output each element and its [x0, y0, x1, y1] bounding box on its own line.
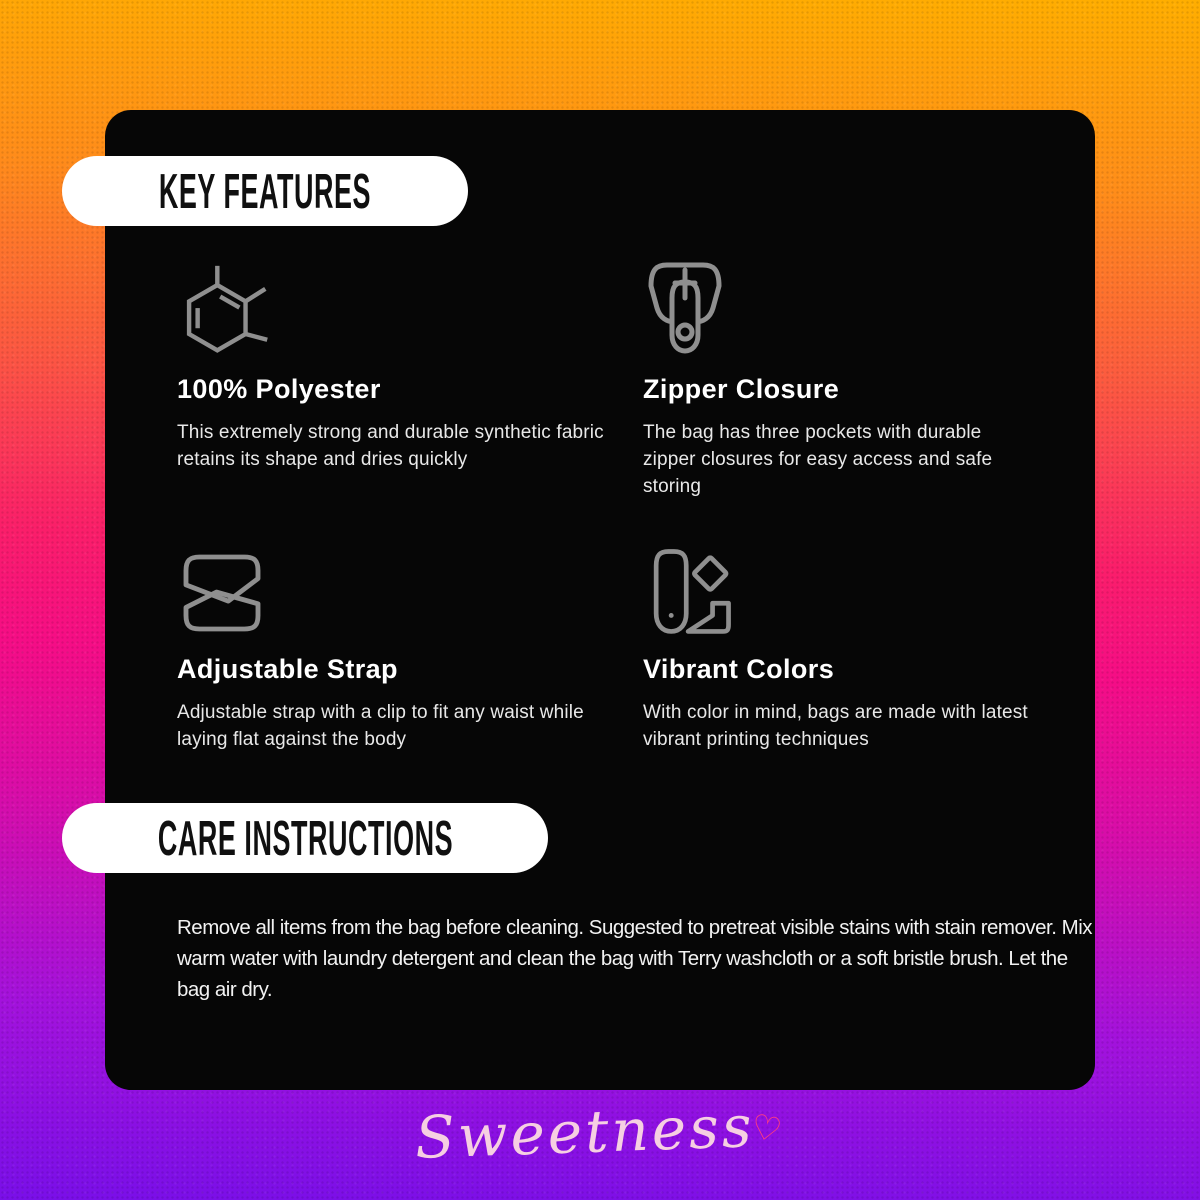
feature-title: 100% Polyester [177, 374, 381, 404]
zipper-pull-icon [643, 258, 1039, 358]
care-instructions-text: Remove all items from the bag before cleaning. Suggested to pretreat visible stains with stain remover. Mix warm water with laundry detergent and clean the bag with Terry washcloth or a soft bristle brush. Let the bag air dry. [177, 915, 1093, 1001]
feature-title: Adjustable Strap [177, 654, 398, 684]
feature-vibrant-colors [643, 538, 1039, 753]
sweetness-logo-text: Sweetness [413, 1092, 756, 1172]
product-info-card [105, 110, 1095, 1090]
adjustable-strap-icon [177, 538, 617, 638]
key-features-title: KEY FEATURES [158, 164, 372, 219]
brand-logo [0, 1092, 1200, 1172]
feature-description: With color in mind, bags are made with latest vibrant printing techniques [643, 702, 1028, 751]
feature-adjustable-strap [177, 538, 617, 753]
feature-title: Vibrant Colors [643, 654, 835, 684]
feature-zipper-closure [643, 258, 1039, 500]
polyester-molecule-icon [177, 258, 617, 358]
feature-description: The bag has three pockets with durable zipper closures for easy access and safe storing [643, 422, 993, 498]
color-swatches-icon [643, 538, 1039, 638]
care-instructions-title: CARE INSTRUCTIONS [157, 811, 453, 866]
feature-title: Zipper Closure [643, 374, 840, 404]
feature-description: Adjustable strap with a clip to fit any waist while laying flat against the body [177, 702, 584, 751]
heart-outline-icon: ♡ [746, 1106, 785, 1152]
key-features-pill [62, 156, 468, 226]
feature-polyester [177, 258, 617, 473]
care-instructions-pill [62, 803, 548, 873]
feature-description: This extremely strong and durable synthetic fabric retains its shape and dries quickly [177, 422, 604, 471]
